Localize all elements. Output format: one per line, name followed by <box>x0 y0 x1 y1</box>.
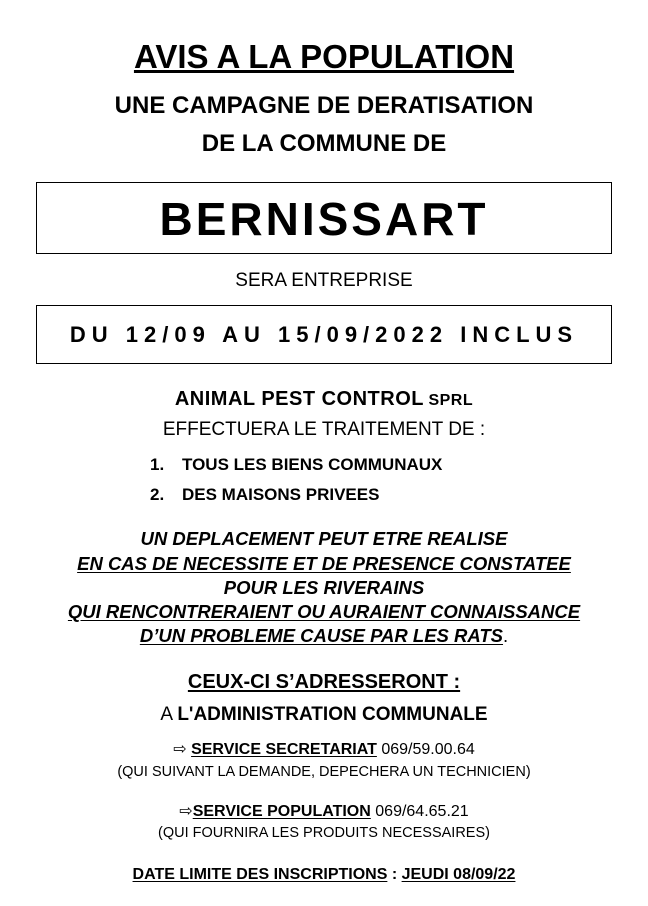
admin-line <box>0 704 648 726</box>
service-note: (QUI FOURNIRA LES PRODUITS NECESSAIRES) <box>158 825 490 841</box>
company-suffix: SPRL <box>428 392 474 409</box>
dates-box <box>36 305 612 364</box>
commune-name: BERNISSART <box>159 193 489 245</box>
list-item <box>150 485 442 515</box>
list-item-number: 2. <box>150 485 165 504</box>
arrow-right-icon: ⇨ <box>173 741 187 758</box>
service-phone: 069/59.00.64 <box>381 741 475 758</box>
deadline-line <box>0 866 648 884</box>
deadline-label: DATE LIMITE DES INSCRIPTIONS <box>132 866 388 883</box>
page-title: AVIS A LA POPULATION <box>133 38 515 75</box>
service-name: SERVICE POPULATION <box>192 803 371 820</box>
list-item <box>150 455 442 485</box>
sera-entreprise: SERA ENTREPRISE <box>235 270 413 291</box>
deplacement-line-4: QUI RENCONTRERAIENT OU AURAIENT CONNAISSANCE <box>67 601 581 622</box>
list-item-text: DES MAISONS PRIVEES <box>182 485 380 504</box>
deadline-separator: : <box>387 866 402 883</box>
list-item-text: TOUS LES BIENS COMMUNAUX <box>182 455 443 474</box>
deplacement-line-5-text: D’UN PROBLEME CAUSE PAR LES RATS <box>139 625 504 646</box>
admin-name: L'ADMINISTRATION COMMUNALE <box>177 704 488 725</box>
effectuera-text: EFFECTUERA LE TRAITEMENT DE : <box>162 419 486 440</box>
commune-box <box>36 182 612 254</box>
deadline-value: JEUDI 08/09/22 <box>401 866 516 883</box>
service-secretariat <box>0 739 648 759</box>
deplacement-line-1: UN DEPLACEMENT PEUT ETRE REALISE <box>140 528 508 549</box>
list-item-number: 1. <box>150 455 165 474</box>
deplacement-end: . <box>503 625 509 646</box>
treatment-list <box>150 455 442 515</box>
subtitle-line-2: DE LA COMMUNE DE <box>201 130 447 157</box>
service-name: SERVICE SECRETARIAT <box>191 741 377 758</box>
campaign-dates: DU 12/09 AU 15/09/2022 INCLUS <box>69 322 579 347</box>
company-name: ANIMAL PEST CONTROL <box>174 388 424 410</box>
deplacement-line-5 <box>0 625 648 647</box>
subtitle-line-1: UNE CAMPAGNE DE DERATISATION <box>114 92 534 119</box>
company-line <box>0 388 648 411</box>
arrow-right-icon: ⇨ <box>179 803 193 820</box>
ceux-ci-heading: CEUX-CI S’ADRESSERONT : <box>187 671 461 693</box>
admin-prefix: A <box>160 704 173 725</box>
service-note: (QUI SUIVANT LA DEMANDE, DEPECHERA UN TECHNICIEN) <box>117 764 531 780</box>
deplacement-line-3: POUR LES RIVERAINS <box>223 577 425 598</box>
deplacement-line-2: EN CAS DE NECESSITE ET DE PRESENCE CONSTATEE <box>77 553 571 574</box>
service-phone: 069/64.65.21 <box>375 803 469 820</box>
service-population <box>0 801 648 821</box>
